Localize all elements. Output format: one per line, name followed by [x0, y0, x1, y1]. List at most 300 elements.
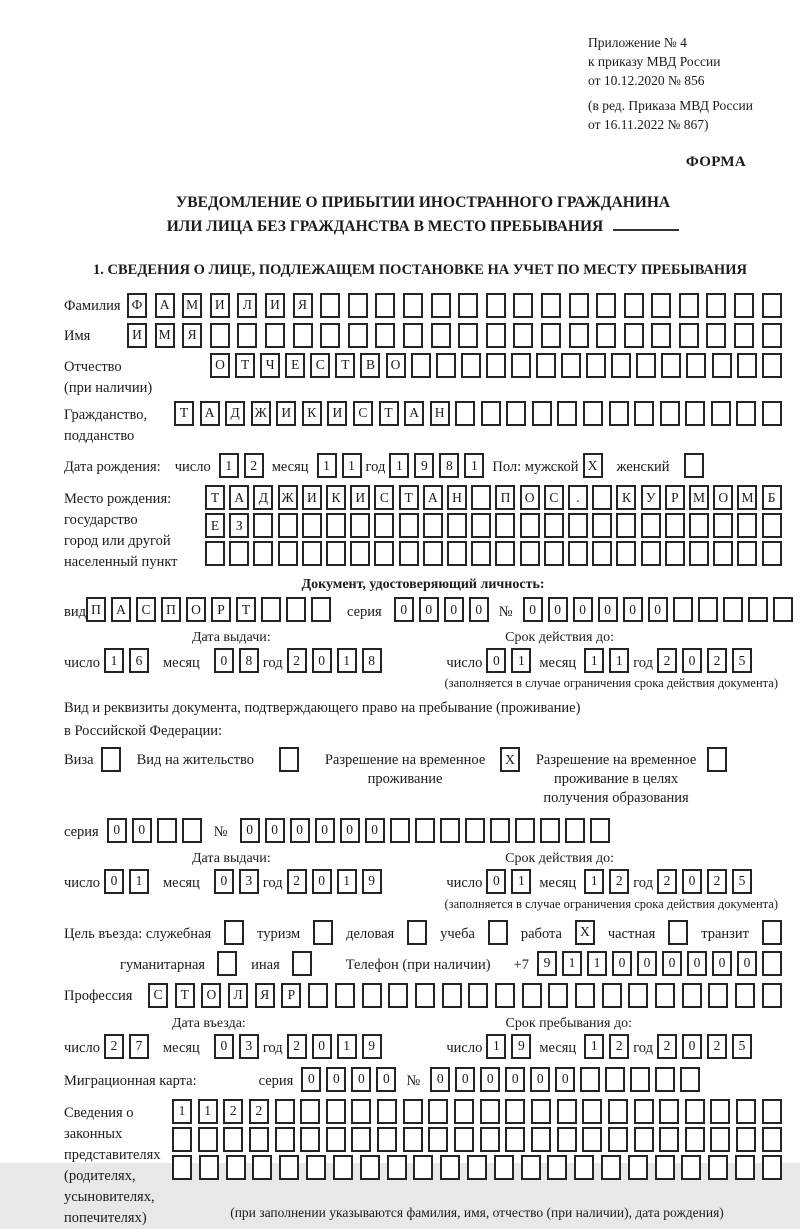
form-cell[interactable]: О: [713, 485, 733, 510]
form-cell[interactable]: [286, 597, 306, 622]
form-cell[interactable]: [616, 513, 636, 538]
form-cell[interactable]: И: [127, 323, 147, 348]
form-cell[interactable]: [407, 920, 427, 945]
form-cell[interactable]: [685, 1127, 705, 1152]
form-cell[interactable]: [461, 353, 481, 378]
form-cell[interactable]: [182, 818, 202, 843]
form-cell[interactable]: [736, 1127, 756, 1152]
form-cell[interactable]: М: [155, 323, 175, 348]
form-cell[interactable]: 0: [107, 818, 127, 843]
form-cell[interactable]: [486, 353, 506, 378]
form-cell[interactable]: [278, 541, 298, 566]
form-cell[interactable]: 0: [548, 597, 568, 622]
form-cell[interactable]: [713, 541, 733, 566]
form-cell[interactable]: [505, 1127, 525, 1152]
form-cell[interactable]: [698, 597, 718, 622]
form-cell[interactable]: [762, 293, 782, 318]
form-cell[interactable]: [172, 1155, 192, 1180]
form-cell[interactable]: [223, 1127, 243, 1152]
form-cell[interactable]: [326, 513, 346, 538]
form-cell[interactable]: [596, 323, 616, 348]
form-cell[interactable]: [415, 983, 435, 1008]
form-cell[interactable]: 0: [687, 951, 707, 976]
form-cell[interactable]: [762, 401, 782, 426]
form-cell[interactable]: О: [186, 597, 206, 622]
form-cell[interactable]: Т: [399, 485, 419, 510]
form-cell[interactable]: [735, 1155, 755, 1180]
form-cell[interactable]: [651, 323, 671, 348]
form-cell[interactable]: [682, 983, 702, 1008]
form-cell[interactable]: [624, 323, 644, 348]
form-cell[interactable]: 9: [362, 1034, 382, 1059]
form-cell[interactable]: [229, 541, 249, 566]
form-cell[interactable]: [590, 818, 610, 843]
form-cell[interactable]: [377, 1099, 397, 1124]
form-cell[interactable]: [279, 747, 299, 772]
form-cell[interactable]: П: [86, 597, 106, 622]
form-cell[interactable]: [275, 1099, 295, 1124]
form-cell[interactable]: [226, 1155, 246, 1180]
form-cell[interactable]: [428, 1127, 448, 1152]
form-cell[interactable]: [544, 541, 564, 566]
form-cell[interactable]: З: [229, 513, 249, 538]
form-cell[interactable]: 0: [214, 1034, 234, 1059]
form-cell[interactable]: [734, 323, 754, 348]
form-cell[interactable]: [608, 1127, 628, 1152]
form-cell[interactable]: М: [689, 485, 709, 510]
form-cell[interactable]: 1: [464, 453, 484, 478]
form-cell[interactable]: [762, 1127, 782, 1152]
form-cell[interactable]: [101, 747, 121, 772]
form-cell[interactable]: [300, 1099, 320, 1124]
form-cell[interactable]: [302, 541, 322, 566]
form-cell[interactable]: [278, 513, 298, 538]
form-cell[interactable]: 0: [455, 1067, 475, 1092]
form-cell[interactable]: [531, 1127, 551, 1152]
form-cell[interactable]: [737, 541, 757, 566]
form-cell[interactable]: 0: [555, 1067, 575, 1092]
form-cell[interactable]: 1: [342, 453, 362, 478]
form-cell[interactable]: 8: [439, 453, 459, 478]
form-cell[interactable]: [668, 920, 688, 945]
form-cell[interactable]: Я: [182, 323, 202, 348]
form-cell[interactable]: [706, 323, 726, 348]
form-cell[interactable]: [423, 541, 443, 566]
form-cell[interactable]: [326, 1099, 346, 1124]
form-cell[interactable]: [592, 513, 612, 538]
form-cell[interactable]: [252, 1155, 272, 1180]
form-cell[interactable]: [442, 983, 462, 1008]
form-cell[interactable]: У: [641, 485, 661, 510]
form-cell[interactable]: [253, 513, 273, 538]
form-cell[interactable]: [374, 513, 394, 538]
form-cell[interactable]: Ч: [260, 353, 280, 378]
form-cell[interactable]: 1: [198, 1099, 218, 1124]
form-cell[interactable]: 2: [657, 869, 677, 894]
form-cell[interactable]: [557, 1099, 577, 1124]
form-cell[interactable]: [350, 541, 370, 566]
form-cell[interactable]: [583, 401, 603, 426]
form-cell[interactable]: Е: [285, 353, 305, 378]
form-cell[interactable]: [547, 1155, 567, 1180]
form-cell[interactable]: И: [276, 401, 296, 426]
form-cell[interactable]: [568, 541, 588, 566]
form-cell[interactable]: [506, 401, 526, 426]
form-cell[interactable]: Е: [205, 513, 225, 538]
form-cell[interactable]: [415, 818, 435, 843]
form-cell[interactable]: [387, 1155, 407, 1180]
form-cell[interactable]: 0: [240, 818, 260, 843]
form-cell[interactable]: А: [404, 401, 424, 426]
form-cell[interactable]: X: [500, 747, 520, 772]
form-cell[interactable]: [520, 541, 540, 566]
form-cell[interactable]: [511, 353, 531, 378]
form-cell[interactable]: [608, 1099, 628, 1124]
form-cell[interactable]: [413, 1155, 433, 1180]
form-cell[interactable]: [762, 983, 782, 1008]
form-cell[interactable]: [275, 1127, 295, 1152]
form-cell[interactable]: 9: [414, 453, 434, 478]
form-cell[interactable]: [580, 1067, 600, 1092]
form-cell[interactable]: [480, 1127, 500, 1152]
form-cell[interactable]: [360, 1155, 380, 1180]
form-cell[interactable]: 0: [376, 1067, 396, 1092]
form-cell[interactable]: [601, 1155, 621, 1180]
form-cell[interactable]: [689, 513, 709, 538]
form-cell[interactable]: [557, 401, 577, 426]
form-cell[interactable]: 1: [609, 648, 629, 673]
form-cell[interactable]: [494, 1155, 514, 1180]
form-cell[interactable]: И: [302, 485, 322, 510]
form-cell[interactable]: 0: [326, 1067, 346, 1092]
form-cell[interactable]: [320, 323, 340, 348]
form-cell[interactable]: 0: [505, 1067, 525, 1092]
form-cell[interactable]: 0: [312, 1034, 332, 1059]
form-cell[interactable]: [237, 323, 257, 348]
form-cell[interactable]: 2: [657, 1034, 677, 1059]
form-cell[interactable]: 2: [249, 1099, 269, 1124]
form-cell[interactable]: 0: [682, 1034, 702, 1059]
form-cell[interactable]: П: [495, 485, 515, 510]
form-cell[interactable]: [199, 1155, 219, 1180]
form-cell[interactable]: С: [136, 597, 156, 622]
form-cell[interactable]: [431, 293, 451, 318]
form-cell[interactable]: [736, 1099, 756, 1124]
form-cell[interactable]: [471, 513, 491, 538]
form-cell[interactable]: [313, 920, 333, 945]
form-cell[interactable]: 0: [315, 818, 335, 843]
form-cell[interactable]: 9: [362, 869, 382, 894]
form-cell[interactable]: 2: [707, 648, 727, 673]
form-cell[interactable]: 2: [223, 1099, 243, 1124]
form-cell[interactable]: 9: [511, 1034, 531, 1059]
form-cell[interactable]: [403, 293, 423, 318]
form-cell[interactable]: [569, 323, 589, 348]
form-cell[interactable]: [762, 1099, 782, 1124]
form-cell[interactable]: С: [374, 485, 394, 510]
form-cell[interactable]: [495, 513, 515, 538]
form-cell[interactable]: 8: [362, 648, 382, 673]
form-cell[interactable]: Я: [255, 983, 275, 1008]
form-cell[interactable]: 0: [682, 648, 702, 673]
form-cell[interactable]: [467, 1155, 487, 1180]
form-cell[interactable]: 1: [587, 951, 607, 976]
form-cell[interactable]: [532, 401, 552, 426]
form-cell[interactable]: 0: [312, 869, 332, 894]
form-cell[interactable]: [513, 323, 533, 348]
form-cell[interactable]: [515, 818, 535, 843]
form-cell[interactable]: Р: [665, 485, 685, 510]
form-cell[interactable]: [634, 1127, 654, 1152]
form-cell[interactable]: .: [568, 485, 588, 510]
form-cell[interactable]: [544, 513, 564, 538]
form-cell[interactable]: [762, 513, 782, 538]
form-cell[interactable]: [734, 293, 754, 318]
form-cell[interactable]: [628, 1155, 648, 1180]
form-cell[interactable]: [592, 541, 612, 566]
form-cell[interactable]: [390, 818, 410, 843]
form-cell[interactable]: 0: [737, 951, 757, 976]
form-cell[interactable]: [428, 1099, 448, 1124]
form-cell[interactable]: [557, 1127, 577, 1152]
form-cell[interactable]: [488, 920, 508, 945]
form-cell[interactable]: [710, 1127, 730, 1152]
form-cell[interactable]: [713, 513, 733, 538]
form-cell[interactable]: Б: [762, 485, 782, 510]
form-cell[interactable]: [659, 1099, 679, 1124]
form-cell[interactable]: [712, 353, 732, 378]
form-cell[interactable]: [748, 597, 768, 622]
form-cell[interactable]: [350, 513, 370, 538]
form-cell[interactable]: Т: [205, 485, 225, 510]
form-cell[interactable]: [495, 983, 515, 1008]
form-cell[interactable]: Т: [235, 353, 255, 378]
form-cell[interactable]: 2: [287, 648, 307, 673]
form-cell[interactable]: [592, 485, 612, 510]
form-cell[interactable]: 0: [312, 648, 332, 673]
form-cell[interactable]: [311, 597, 331, 622]
form-cell[interactable]: О: [210, 353, 230, 378]
form-cell[interactable]: Ж: [251, 401, 271, 426]
form-cell[interactable]: [655, 983, 675, 1008]
form-cell[interactable]: [351, 1099, 371, 1124]
form-cell[interactable]: [403, 1099, 423, 1124]
form-cell[interactable]: [403, 323, 423, 348]
form-cell[interactable]: 0: [523, 597, 543, 622]
form-cell[interactable]: [685, 1099, 705, 1124]
form-cell[interactable]: [762, 1155, 782, 1180]
form-cell[interactable]: Т: [335, 353, 355, 378]
form-cell[interactable]: 0: [682, 869, 702, 894]
form-cell[interactable]: 2: [707, 1034, 727, 1059]
form-cell[interactable]: [458, 323, 478, 348]
form-cell[interactable]: [265, 323, 285, 348]
form-cell[interactable]: [320, 293, 340, 318]
form-cell[interactable]: 2: [104, 1034, 124, 1059]
form-cell[interactable]: [308, 983, 328, 1008]
form-cell[interactable]: Т: [379, 401, 399, 426]
form-cell[interactable]: 5: [732, 1034, 752, 1059]
form-cell[interactable]: О: [386, 353, 406, 378]
form-cell[interactable]: [375, 323, 395, 348]
form-cell[interactable]: 0: [530, 1067, 550, 1092]
form-cell[interactable]: X: [575, 920, 595, 945]
form-cell[interactable]: 0: [486, 869, 506, 894]
form-cell[interactable]: [374, 541, 394, 566]
form-cell[interactable]: 0: [662, 951, 682, 976]
form-cell[interactable]: 0: [290, 818, 310, 843]
form-cell[interactable]: 1: [486, 1034, 506, 1059]
form-cell[interactable]: А: [155, 293, 175, 318]
form-cell[interactable]: [596, 293, 616, 318]
form-cell[interactable]: [522, 983, 542, 1008]
form-cell[interactable]: 0: [444, 597, 464, 622]
form-cell[interactable]: 0: [104, 869, 124, 894]
form-cell[interactable]: [609, 401, 629, 426]
form-cell[interactable]: [198, 1127, 218, 1152]
form-cell[interactable]: Д: [253, 485, 273, 510]
form-cell[interactable]: К: [302, 401, 322, 426]
form-cell[interactable]: [661, 353, 681, 378]
form-cell[interactable]: [660, 401, 680, 426]
form-cell[interactable]: [521, 1155, 541, 1180]
form-cell[interactable]: 0: [469, 597, 489, 622]
form-cell[interactable]: [326, 541, 346, 566]
form-cell[interactable]: [561, 353, 581, 378]
form-cell[interactable]: [616, 541, 636, 566]
form-cell[interactable]: 0: [612, 951, 632, 976]
form-cell[interactable]: Р: [211, 597, 231, 622]
form-cell[interactable]: 0: [712, 951, 732, 976]
form-cell[interactable]: С: [310, 353, 330, 378]
form-cell[interactable]: 1: [389, 453, 409, 478]
form-cell[interactable]: [399, 513, 419, 538]
form-cell[interactable]: 0: [486, 648, 506, 673]
form-cell[interactable]: 2: [244, 453, 264, 478]
form-cell[interactable]: [706, 293, 726, 318]
form-cell[interactable]: С: [148, 983, 168, 1008]
form-cell[interactable]: [279, 1155, 299, 1180]
form-cell[interactable]: [737, 353, 757, 378]
form-cell[interactable]: [574, 1155, 594, 1180]
form-cell[interactable]: [655, 1155, 675, 1180]
form-cell[interactable]: [655, 1067, 675, 1092]
form-cell[interactable]: [582, 1127, 602, 1152]
form-cell[interactable]: [723, 597, 743, 622]
form-cell[interactable]: [423, 513, 443, 538]
form-cell[interactable]: [586, 353, 606, 378]
form-cell[interactable]: [686, 353, 706, 378]
form-cell[interactable]: 1: [584, 648, 604, 673]
form-cell[interactable]: Н: [447, 485, 467, 510]
form-cell[interactable]: 1: [172, 1099, 192, 1124]
form-cell[interactable]: [711, 401, 731, 426]
form-cell[interactable]: [531, 1099, 551, 1124]
form-cell[interactable]: [685, 401, 705, 426]
form-cell[interactable]: А: [200, 401, 220, 426]
form-cell[interactable]: 0: [623, 597, 643, 622]
form-cell[interactable]: [447, 541, 467, 566]
form-cell[interactable]: [490, 818, 510, 843]
form-cell[interactable]: 0: [637, 951, 657, 976]
form-cell[interactable]: Т: [175, 983, 195, 1008]
form-cell[interactable]: [641, 513, 661, 538]
form-cell[interactable]: [710, 1099, 730, 1124]
form-cell[interactable]: [605, 1067, 625, 1092]
form-cell[interactable]: 1: [584, 869, 604, 894]
form-cell[interactable]: 0: [648, 597, 668, 622]
form-cell[interactable]: [505, 1099, 525, 1124]
form-cell[interactable]: [684, 453, 704, 478]
form-cell[interactable]: 1: [104, 648, 124, 673]
form-cell[interactable]: [565, 818, 585, 843]
form-cell[interactable]: [306, 1155, 326, 1180]
form-cell[interactable]: [569, 293, 589, 318]
form-cell[interactable]: [634, 1099, 654, 1124]
form-cell[interactable]: С: [544, 485, 564, 510]
form-cell[interactable]: [665, 513, 685, 538]
form-cell[interactable]: [679, 323, 699, 348]
form-cell[interactable]: [468, 983, 488, 1008]
form-cell[interactable]: [486, 323, 506, 348]
form-cell[interactable]: [548, 983, 568, 1008]
form-cell[interactable]: 1: [219, 453, 239, 478]
form-cell[interactable]: 0: [430, 1067, 450, 1092]
form-cell[interactable]: [513, 293, 533, 318]
form-cell[interactable]: [651, 293, 671, 318]
form-cell[interactable]: 2: [287, 869, 307, 894]
form-cell[interactable]: О: [520, 485, 540, 510]
form-cell[interactable]: [292, 951, 312, 976]
form-cell[interactable]: [224, 920, 244, 945]
form-cell[interactable]: 0: [480, 1067, 500, 1092]
form-cell[interactable]: [326, 1127, 346, 1152]
form-cell[interactable]: 0: [573, 597, 593, 622]
form-cell[interactable]: 5: [732, 648, 752, 673]
form-cell[interactable]: К: [616, 485, 636, 510]
form-cell[interactable]: [762, 920, 782, 945]
form-cell[interactable]: [737, 513, 757, 538]
form-cell[interactable]: [689, 541, 709, 566]
form-cell[interactable]: 1: [129, 869, 149, 894]
form-cell[interactable]: [351, 1127, 371, 1152]
form-cell[interactable]: [541, 323, 561, 348]
form-cell[interactable]: [568, 513, 588, 538]
form-cell[interactable]: [436, 353, 456, 378]
form-cell[interactable]: [628, 983, 648, 1008]
form-cell[interactable]: [300, 1127, 320, 1152]
form-cell[interactable]: [611, 353, 631, 378]
form-cell[interactable]: [480, 1099, 500, 1124]
form-cell[interactable]: [575, 983, 595, 1008]
form-cell[interactable]: [582, 1099, 602, 1124]
form-cell[interactable]: [624, 293, 644, 318]
form-cell[interactable]: 0: [214, 648, 234, 673]
form-cell[interactable]: X: [583, 453, 603, 478]
form-cell[interactable]: 0: [214, 869, 234, 894]
form-cell[interactable]: [249, 1127, 269, 1152]
form-cell[interactable]: [205, 541, 225, 566]
form-cell[interactable]: [708, 983, 728, 1008]
form-cell[interactable]: [735, 983, 755, 1008]
form-cell[interactable]: [762, 353, 782, 378]
form-cell[interactable]: [536, 353, 556, 378]
form-cell[interactable]: Д: [225, 401, 245, 426]
form-cell[interactable]: [348, 293, 368, 318]
form-cell[interactable]: [481, 401, 501, 426]
form-cell[interactable]: 0: [419, 597, 439, 622]
form-cell[interactable]: [708, 1155, 728, 1180]
